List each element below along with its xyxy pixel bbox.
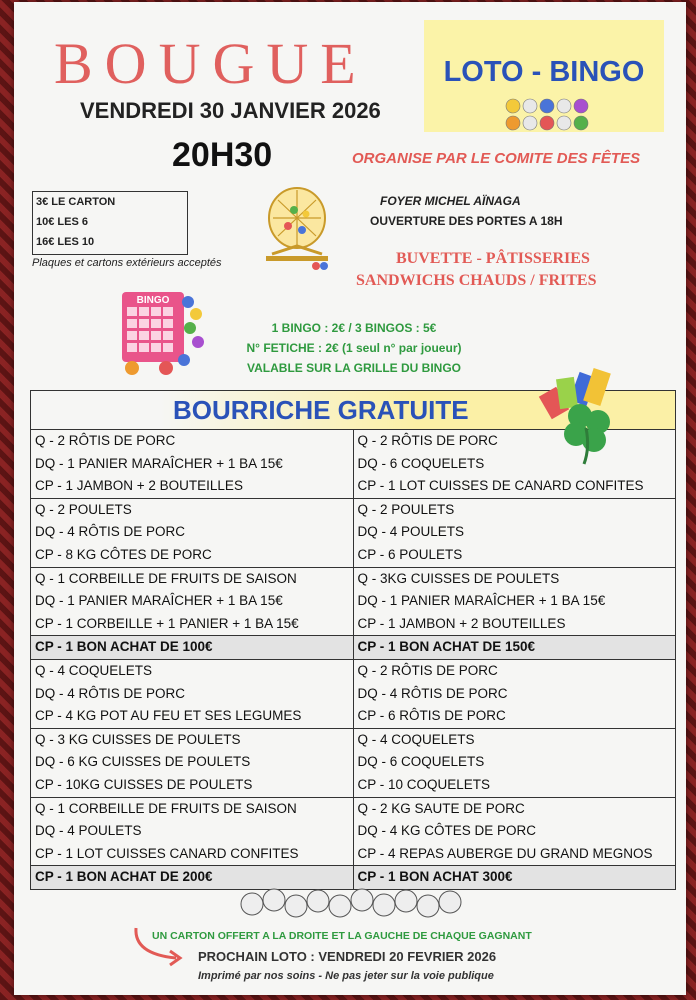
prize-cell-left: DQ - 4 RÔTIS DE PORC	[31, 521, 354, 544]
table-row	[31, 683, 676, 706]
table-row	[31, 659, 676, 682]
bourriche-title: BOURRICHE GRATUITE	[173, 395, 469, 425]
table-row	[31, 498, 676, 521]
organiser-text: ORGANISE PAR LE COMITE DES FÊTES	[352, 150, 641, 167]
table-row	[31, 613, 676, 636]
prize-cell-right: CP - 1 LOT CUISSES DE CANARD CONFITES	[353, 475, 676, 498]
event-type-box	[424, 20, 664, 132]
prize-cell-right: DQ - 4 KG CÔTES DE PORC	[353, 820, 676, 843]
page-title: BOUGUE	[54, 31, 368, 96]
event-type: LOTO - BINGO	[443, 56, 645, 88]
bon-achat-row	[31, 636, 676, 660]
table-row	[31, 797, 676, 820]
prize-cell-left: DQ - 4 POULETS	[31, 820, 354, 843]
table-row	[31, 521, 676, 544]
price-note: Plaques et cartons extérieurs acceptés	[32, 257, 222, 269]
prize-cell-right: CP - 1 BON ACHAT DE 150€	[353, 636, 676, 660]
svg-text:BINGO: BINGO	[136, 295, 170, 306]
four-leaf-clover-icon	[528, 364, 630, 470]
prize-cell-right: DQ - 4 RÔTIS DE PORC	[353, 683, 676, 706]
event-date: VENDREDI 30 JANVIER 2026	[80, 98, 381, 123]
table-row	[31, 705, 676, 728]
prize-cell-right: Q - 2 RÔTIS DE PORC	[353, 430, 676, 453]
bingo-fetiche: N° FETICHE : 2€ (1 seul n° par joueur)	[246, 341, 462, 355]
prize-cell-right: Q - 2 POULETS	[353, 498, 676, 521]
price-box	[32, 191, 188, 255]
prize-cell-right: Q - 3KG CUISSES DE POULETS	[353, 567, 676, 590]
lotto-balls-icon	[502, 96, 592, 132]
table-row	[31, 751, 676, 774]
prize-cell-left: CP - 8 KG CÔTES DE PORC	[31, 544, 354, 567]
flyer-sheet	[14, 2, 686, 995]
bingo-price: 1 BINGO : 2€ / 3 BINGOS : 5€	[271, 321, 437, 335]
prize-cell-left: DQ - 6 KG CUISSES DE POULETS	[31, 751, 354, 774]
prize-cell-right: CP - 6 RÔTIS DE PORC	[353, 705, 676, 728]
prize-cell-right: DQ - 4 POULETS	[353, 521, 676, 544]
prize-cell-left: CP - 1 CORBEILLE + 1 PANIER + 1 BA 15€	[31, 613, 354, 636]
bingo-info	[214, 318, 494, 378]
bingo-valid: VALABLE SUR LA GRILLE DU BINGO	[247, 361, 461, 375]
lotto-balls-row-icon	[238, 884, 468, 924]
table-row	[31, 774, 676, 797]
food-line-2: SANDWICHS CHAUDS / FRITES	[356, 272, 597, 289]
prize-cell-left: CP - 1 BON ACHAT DE 200€	[31, 866, 354, 890]
prize-cell-left: Q - 1 CORBEILLE DE FRUITS DE SAISON	[31, 567, 354, 590]
food-line-1: BUVETTE - PÂTISSERIES	[396, 250, 590, 267]
prize-cell-left: Q - 4 COQUELETS	[31, 659, 354, 682]
prize-cell-right: CP - 4 REPAS AUBERGE DU GRAND MEGNOS	[353, 843, 676, 866]
prize-cell-left: CP - 1 BON ACHAT DE 100€	[31, 636, 354, 660]
prize-cell-left: Q - 2 POULETS	[31, 498, 354, 521]
bingo-card-icon	[114, 288, 210, 378]
event-time: 20H30	[172, 136, 273, 174]
prize-cell-right: Q - 4 COQUELETS	[353, 728, 676, 751]
prize-cell-left: CP - 10KG CUISSES DE POULETS	[31, 774, 354, 797]
table-row	[31, 544, 676, 567]
prize-cell-right: CP - 6 POULETS	[353, 544, 676, 567]
prize-cell-left: DQ - 1 PANIER MARAÎCHER + 1 BA 15€	[31, 453, 354, 476]
doors-open: OUVERTURE DES PORTES A 18H	[370, 214, 563, 228]
bingo-cage-icon	[258, 182, 336, 274]
prize-cell-right: DQ - 6 COQUELETS	[353, 751, 676, 774]
table-row	[31, 475, 676, 498]
venue-name: FOYER MICHEL AÏNAGA	[380, 194, 521, 208]
prize-cell-left: Q - 2 RÔTIS DE PORC	[31, 430, 354, 453]
price-item: 3€ LE CARTON	[36, 196, 116, 208]
prize-cell-left: Q - 1 CORBEILLE DE FRUITS DE SAISON	[31, 797, 354, 820]
prize-cell-left: DQ - 4 RÔTIS DE PORC	[31, 683, 354, 706]
prize-cell-right: Q - 2 KG SAUTE DE PORC	[353, 797, 676, 820]
table-row	[31, 590, 676, 613]
next-loto: PROCHAIN LOTO : VENDREDI 20 FEVRIER 2026	[198, 949, 497, 964]
prize-cell-left: CP - 1 JAMBON + 2 BOUTEILLES	[31, 475, 354, 498]
prize-cell-right: CP - 10 COQUELETS	[353, 774, 676, 797]
prize-cell-left: CP - 1 LOT CUISSES CANARD CONFITES	[31, 843, 354, 866]
prize-cell-left: CP - 4 KG POT AU FEU ET SES LEGUMES	[31, 705, 354, 728]
table-row	[31, 820, 676, 843]
prize-cell-right: CP - 1 BON ACHAT 300€	[353, 866, 676, 890]
prize-cell-right: CP - 1 JAMBON + 2 BOUTEILLES	[353, 613, 676, 636]
prize-cell-left: Q - 3 KG CUISSES DE POULETS	[31, 728, 354, 751]
table-row	[31, 567, 676, 590]
price-item: 16€ LES 10	[36, 236, 95, 248]
table-row	[31, 843, 676, 866]
printed-note: Imprimé par nos soins - Ne pas jeter sur la voie publique	[198, 970, 494, 982]
table-row	[31, 728, 676, 751]
prize-table	[30, 429, 676, 890]
prize-cell-right: DQ - 1 PANIER MARAÎCHER + 1 BA 15€	[353, 590, 676, 613]
prize-cell-left: DQ - 1 PANIER MARAÎCHER + 1 BA 15€	[31, 590, 354, 613]
prize-cell-right: DQ - 6 COQUELETS	[353, 453, 676, 476]
free-card-note: UN CARTON OFFERT A LA DROITE ET LA GAUCHE DE CHAQUE GAGNANT	[152, 930, 532, 942]
prize-cell-right: Q - 2 RÔTIS DE PORC	[353, 659, 676, 682]
price-item: 10€ LES 6	[36, 216, 88, 228]
